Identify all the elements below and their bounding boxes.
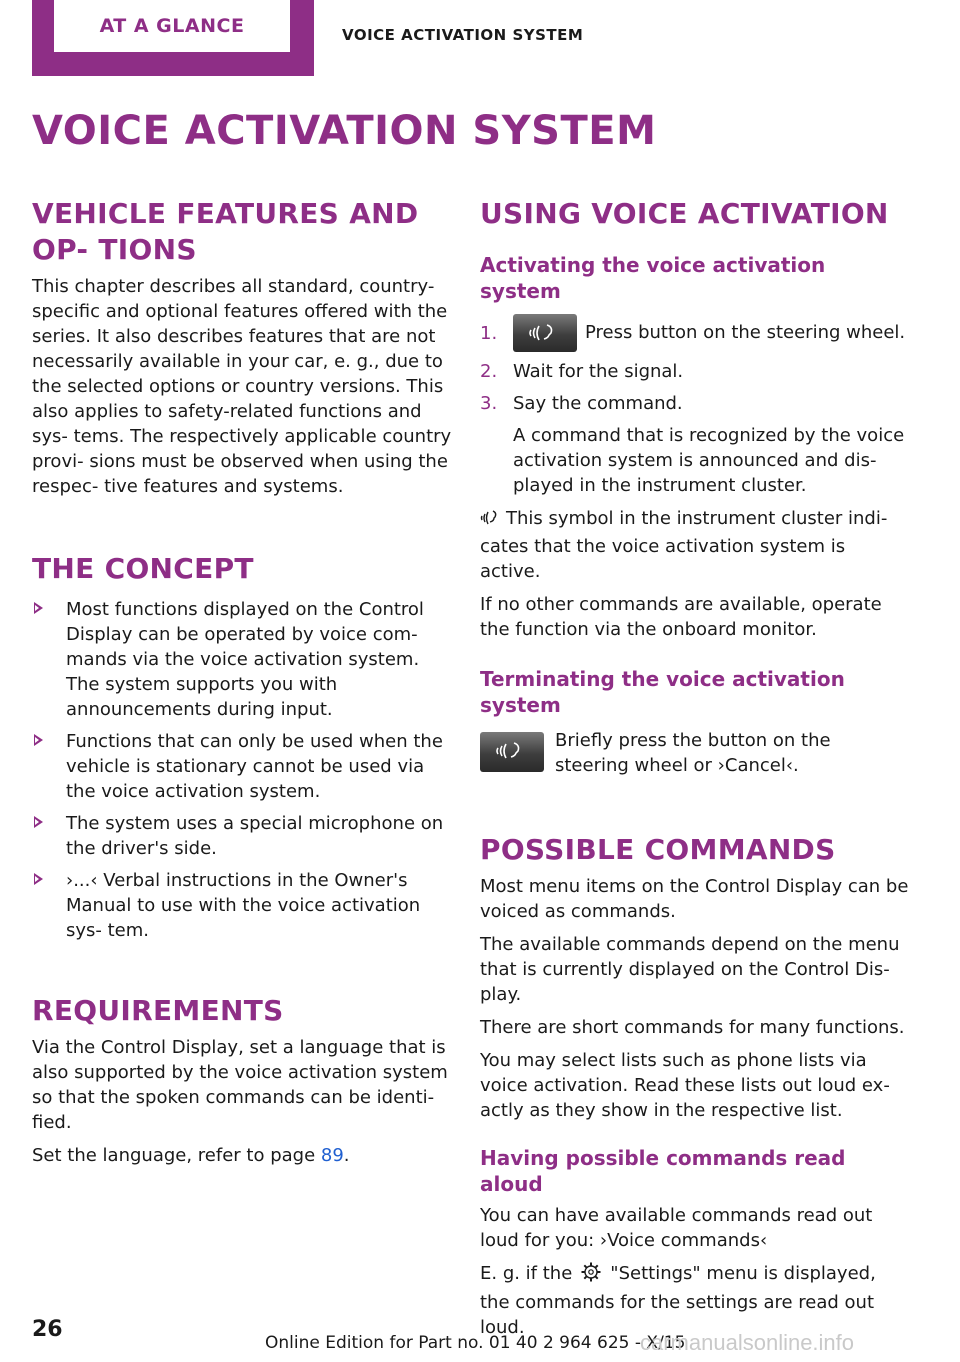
settings-example: E. g. if the "Settings" menu is displayed, the commands for the settings are read out loud.	[480, 1263, 876, 1338]
header-tab-label: AT A GLANCE	[54, 0, 290, 52]
steps-list	[480, 314, 910, 498]
settings-gear-icon	[580, 1261, 602, 1290]
list-item: 2. Wait for the signal.	[480, 361, 684, 382]
page-number: 26	[32, 1317, 63, 1342]
possible-p2: The available commands depend on the menu that is currently displayed on the Control Dis- play.	[480, 934, 900, 1005]
left-column	[32, 196, 452, 1168]
requirements-heading: REQUIREMENTS	[32, 994, 284, 1027]
terminating-text: Briefly press the button on the steering wheel or ›Cancel‹.	[555, 730, 831, 776]
requirements-body: Via the Control Display, set a language that is also supported by the voice activation system so that the spoken commands can be identi- fied.	[32, 1037, 448, 1133]
watermark: carmanualsonline.info	[640, 1330, 855, 1355]
read-aloud-text: You can have available commands read out loud for you: ›Voice commands‹	[480, 1205, 873, 1251]
possible-p1: Most menu items on the Control Display can be voiced as commands.	[480, 876, 909, 922]
list-item: ›...‹ Verbal instructions in the Owner's Manual to use with the voice activation sys- tem.	[32, 868, 452, 943]
triangle-bullet-icon	[34, 734, 43, 746]
possible-p4: You may select lists such as phone lists via voice activation. Read these lists out loud ex- actly as they show in the respective list.	[480, 1050, 890, 1121]
no-commands-note: If no other commands are available, operate the function via the onboard monitor.	[480, 594, 882, 640]
list-item: 1. Press button on the steering wheel.	[480, 314, 910, 352]
terminating-row	[480, 728, 910, 778]
using-voice-heading: USING VOICE ACTIVATION	[480, 197, 889, 230]
step3-detail: A command that is recognized by the voice activation system is announced and dis- played in the instrument cluster.	[513, 425, 905, 496]
read-aloud-heading: Having possible commands read aloud	[480, 1146, 846, 1196]
header-tab	[32, 0, 314, 76]
voice-button-icon	[480, 732, 544, 772]
list-item: Functions that can only be used when the vehicle is stationary cannot be used via the voice activation system.	[32, 729, 452, 804]
vehicle-features-heading: VEHICLE FEATURES AND OP- TIONS	[32, 197, 419, 266]
activating-heading: Activating the voice activation system	[480, 253, 826, 303]
voice-button-icon	[513, 314, 577, 352]
edition-text: Online Edition for Part no. 01 40 2 964 625 - X/15	[265, 1333, 686, 1353]
terminating-heading: Terminating the voice activation system	[480, 667, 845, 717]
concept-list	[32, 597, 452, 943]
page-89-link[interactable]: 89	[320, 1145, 344, 1166]
voice-symbol-icon	[480, 509, 500, 534]
header-section-title: VOICE ACTIVATION SYSTEM	[342, 26, 584, 44]
possible-p3: There are short commands for many functions.	[480, 1017, 905, 1038]
list-item: 3. Say the command. A command that is recognized by the voice activation system is announced and dis- played in the instrument cluster.	[480, 391, 910, 498]
vehicle-features-body: This chapter describes all standard, country-specific and optional features offered with the series. It also describes features that are not necessarily available in your car, e. g., due to the selected options or country versions. This also applies to safety-related functions and sys- tems. The respectively applicable country provi- sions must be observed when using the respec- tive features and systems.	[32, 276, 452, 497]
concept-heading: THE CONCEPT	[32, 552, 254, 585]
list-item: Most functions displayed on the Control Display can be operated by voice com- mands via the voice activation system. The system supports you with announcements during input.	[32, 597, 452, 722]
list-item: The system uses a special microphone on the driver's side.	[32, 811, 452, 861]
possible-commands-heading: POSSIBLE COMMANDS	[480, 833, 836, 866]
triangle-bullet-icon	[34, 602, 43, 614]
symbol-note: This symbol in the instrument cluster indi- cates that the voice activation system is active.	[480, 508, 888, 582]
set-language-text: Set the language, refer to page 89.	[32, 1145, 350, 1166]
triangle-bullet-icon	[34, 816, 43, 828]
right-column	[480, 196, 910, 1340]
page-title: VOICE ACTIVATION SYSTEM	[32, 108, 657, 154]
triangle-bullet-icon	[34, 873, 43, 885]
